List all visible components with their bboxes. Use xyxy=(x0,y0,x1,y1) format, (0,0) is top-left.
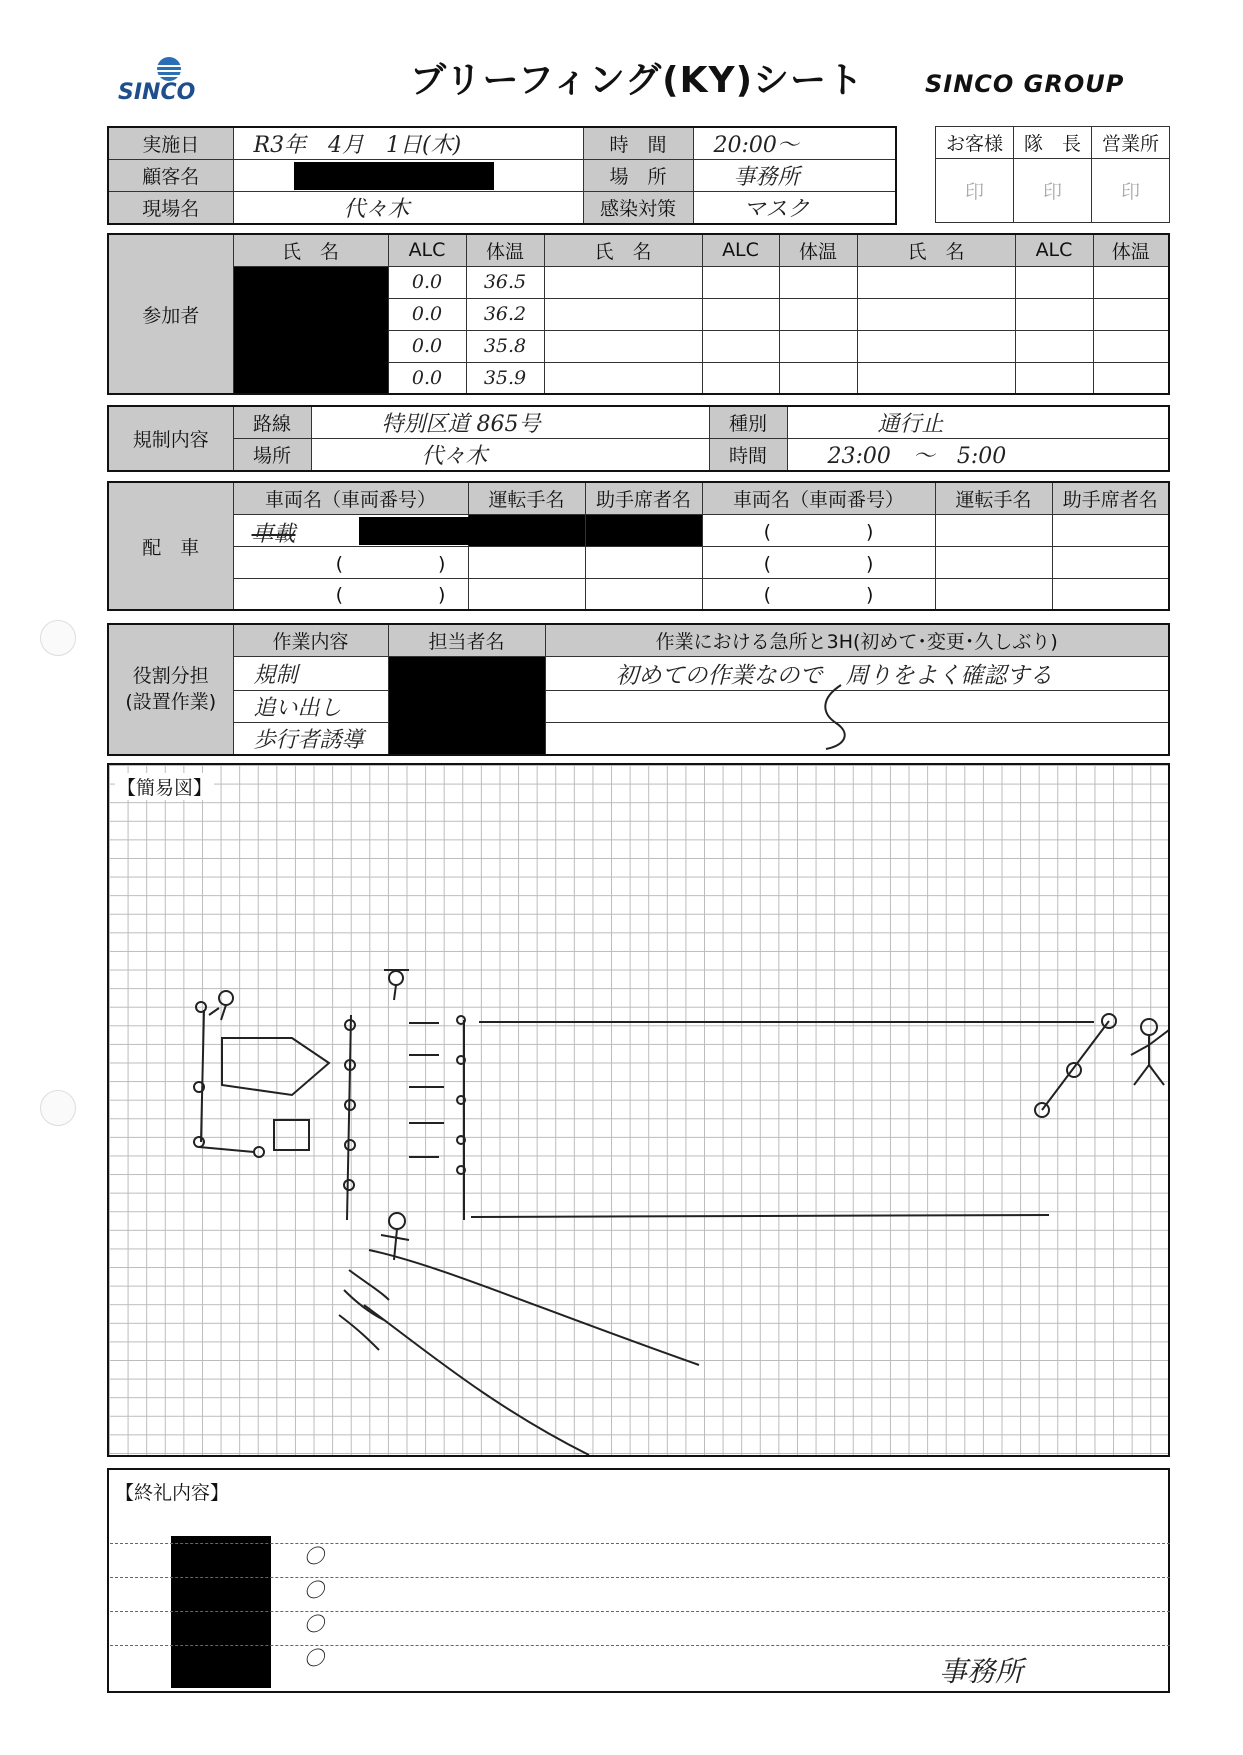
date-value[interactable]: R3年 4月 1日(木) xyxy=(233,127,583,160)
punch-hole xyxy=(40,620,76,656)
road-sketch-drawing xyxy=(109,765,1168,1455)
dotted-line xyxy=(110,1645,1170,1646)
vehicle-name: 車載 xyxy=(251,521,296,547)
closing-signature[interactable]: 事務所 xyxy=(939,1655,1024,1688)
stamp-box-leader[interactable]: 印 xyxy=(1014,159,1092,223)
stamp-header-leader: 隊 長 xyxy=(1014,127,1092,159)
col-driver-1: 運転手名 xyxy=(468,482,585,514)
redacted-names xyxy=(171,1536,271,1688)
regulation-label: 規制内容 xyxy=(108,406,233,471)
name-cell[interactable] xyxy=(544,330,702,362)
reg-place-value[interactable]: 代々木 xyxy=(311,439,709,472)
redacted-persons xyxy=(388,656,545,755)
closing-mark[interactable]: 〇 xyxy=(304,1544,324,1568)
col-work: 作業内容 xyxy=(233,624,388,656)
work-item[interactable]: 追い出し xyxy=(233,690,388,722)
col-temp-3: 体温 xyxy=(1093,234,1169,266)
col-temp-1: 体温 xyxy=(466,234,544,266)
temp-cell[interactable] xyxy=(1093,266,1169,298)
roles-label xyxy=(108,624,233,755)
work-item[interactable]: 歩行者誘導 xyxy=(233,722,388,755)
point-cell[interactable] xyxy=(545,690,1169,722)
dotted-line xyxy=(110,1611,1170,1612)
col-alc-1: ALC xyxy=(388,234,466,266)
temp-cell[interactable] xyxy=(779,298,857,330)
info-table xyxy=(107,126,897,225)
sinco-logo-text: SINCO xyxy=(118,80,196,105)
temp-cell[interactable] xyxy=(1093,298,1169,330)
roles-table xyxy=(107,623,1170,756)
alc-value[interactable]: 0.0 xyxy=(388,330,466,362)
driver-cell[interactable] xyxy=(935,514,1052,546)
type-value[interactable]: 通行止 xyxy=(787,406,1169,439)
stamp-table xyxy=(935,126,1170,223)
customer-value[interactable] xyxy=(233,160,583,192)
roles-label-line1: 役割分担 xyxy=(132,664,209,687)
stamp-header-customer: お客様 xyxy=(936,127,1014,159)
assistant-cell[interactable] xyxy=(585,546,702,578)
reg-time-label: 時間 xyxy=(709,439,787,472)
assistant-cell[interactable] xyxy=(1052,546,1169,578)
assistant-cell[interactable] xyxy=(585,578,702,610)
driver-cell[interactable] xyxy=(468,578,585,610)
sketch-label: 【簡易図】 xyxy=(115,773,214,800)
col-name-2: 氏 名 xyxy=(544,234,702,266)
name-cell[interactable] xyxy=(857,266,1015,298)
reg-time-value[interactable]: 23:00 〜 5:00 xyxy=(787,439,1169,472)
col-name-1: 氏 名 xyxy=(233,234,388,266)
route-value[interactable]: 特別区道 865号 xyxy=(311,406,709,439)
dotted-line xyxy=(110,1543,1170,1544)
redacted-block xyxy=(359,517,469,545)
vehicle-cell[interactable] xyxy=(233,514,468,546)
redacted-names xyxy=(233,266,388,394)
temp-cell[interactable] xyxy=(1093,362,1169,394)
name-cell[interactable] xyxy=(857,298,1015,330)
temp-value[interactable]: 36.5 xyxy=(466,266,544,298)
name-cell[interactable] xyxy=(544,298,702,330)
vehicle-cell[interactable]: ( ) xyxy=(233,578,468,610)
alc-cell[interactable] xyxy=(702,298,779,330)
closing-area[interactable] xyxy=(107,1468,1170,1693)
name-cell[interactable] xyxy=(544,266,702,298)
name-cell[interactable] xyxy=(857,362,1015,394)
alc-cell[interactable] xyxy=(1015,330,1093,362)
alc-value[interactable]: 0.0 xyxy=(388,362,466,394)
closing-mark[interactable]: 〇 xyxy=(304,1578,324,1602)
point-text[interactable]: 初めての作業なので 周りをよく確認する xyxy=(545,656,1169,690)
assistant-cell[interactable] xyxy=(1052,578,1169,610)
work-item[interactable]: 規制 xyxy=(233,656,388,690)
temp-value[interactable]: 35.8 xyxy=(466,330,544,362)
date-label: 実施日 xyxy=(108,127,233,160)
vehicle-cell[interactable]: ( ) xyxy=(702,546,935,578)
col-alc-3: ALC xyxy=(1015,234,1093,266)
sketch-area[interactable] xyxy=(107,763,1170,1457)
driver-cell[interactable] xyxy=(468,546,585,578)
vehicle-cell[interactable]: ( ) xyxy=(702,578,935,610)
reg-place-label: 場所 xyxy=(233,439,311,472)
time-value[interactable]: 20:00〜 xyxy=(693,127,896,160)
vehicle-cell[interactable]: ( ) xyxy=(233,546,468,578)
col-temp-2: 体温 xyxy=(779,234,857,266)
stamp-box-customer[interactable]: 印 xyxy=(936,159,1014,223)
place-label: 場 所 xyxy=(583,160,693,192)
closing-mark[interactable]: 〇 xyxy=(304,1646,324,1670)
point-cell[interactable] xyxy=(545,722,1169,755)
driver-cell[interactable] xyxy=(935,546,1052,578)
place-value[interactable]: 事務所 xyxy=(693,160,896,192)
participants-label: 参加者 xyxy=(108,234,233,394)
driver-cell[interactable] xyxy=(935,578,1052,610)
redacted-block xyxy=(294,162,494,190)
name-cell[interactable] xyxy=(857,330,1015,362)
group-logo: SINCO GROUP xyxy=(925,70,1125,98)
alc-cell[interactable] xyxy=(702,362,779,394)
col-driver-2: 運転手名 xyxy=(935,482,1052,514)
temp-value[interactable]: 36.2 xyxy=(466,298,544,330)
route-label: 路線 xyxy=(233,406,311,439)
ditto-mark-icon xyxy=(816,683,856,753)
page-title: ブリーフィング(KY)シート xyxy=(410,60,865,101)
col-name-3: 氏 名 xyxy=(857,234,1015,266)
type-label: 種別 xyxy=(709,406,787,439)
site-label: 現場名 xyxy=(108,192,233,225)
customer-label: 顧客名 xyxy=(108,160,233,192)
alc-value[interactable]: 0.0 xyxy=(388,266,466,298)
temp-value[interactable]: 35.9 xyxy=(466,362,544,394)
closing-mark[interactable]: 〇 xyxy=(304,1612,324,1636)
vehicle-cell[interactable]: ( ) xyxy=(702,514,935,546)
roles-label-line2: (設置作業) xyxy=(125,691,217,714)
sinco-logo-icon xyxy=(150,55,188,83)
dotted-line xyxy=(110,1577,1170,1578)
alc-cell[interactable] xyxy=(702,330,779,362)
stamp-box-office[interactable]: 印 xyxy=(1092,159,1170,223)
redacted-driver xyxy=(468,514,585,546)
col-alc-2: ALC xyxy=(702,234,779,266)
temp-cell[interactable] xyxy=(779,330,857,362)
name-cell[interactable] xyxy=(544,362,702,394)
site-value[interactable]: 代々木 xyxy=(233,192,583,225)
alc-cell[interactable] xyxy=(1015,362,1093,394)
closing-label: 【終礼内容】 xyxy=(115,1482,230,1504)
alc-cell[interactable] xyxy=(1015,266,1093,298)
col-vehicle-2: 車両名（車両番号） xyxy=(702,482,935,514)
vehicles-label: 配 車 xyxy=(108,482,233,610)
col-vehicle-1: 車両名（車両番号） xyxy=(233,482,468,514)
col-person: 担当者名 xyxy=(388,624,545,656)
regulation-table xyxy=(107,405,1170,472)
redacted-assistant xyxy=(585,514,702,546)
alc-value[interactable]: 0.0 xyxy=(388,298,466,330)
participants-table xyxy=(107,233,1170,395)
punch-hole xyxy=(40,1090,76,1126)
col-points: 作業における急所と3H(初めて･変更･久しぶり) xyxy=(545,624,1169,656)
vehicles-table xyxy=(107,481,1170,611)
alc-cell[interactable] xyxy=(702,266,779,298)
col-assistant-2: 助手席者名 xyxy=(1052,482,1169,514)
infection-label: 感染対策 xyxy=(583,192,693,225)
alc-cell[interactable] xyxy=(1015,298,1093,330)
temp-cell[interactable] xyxy=(779,266,857,298)
assistant-cell[interactable] xyxy=(1052,514,1169,546)
infection-value[interactable]: マスク xyxy=(693,192,896,225)
time-label: 時 間 xyxy=(583,127,693,160)
temp-cell[interactable] xyxy=(1093,330,1169,362)
stamp-header-office: 営業所 xyxy=(1092,127,1170,159)
temp-cell[interactable] xyxy=(779,362,857,394)
col-assistant-1: 助手席者名 xyxy=(585,482,702,514)
